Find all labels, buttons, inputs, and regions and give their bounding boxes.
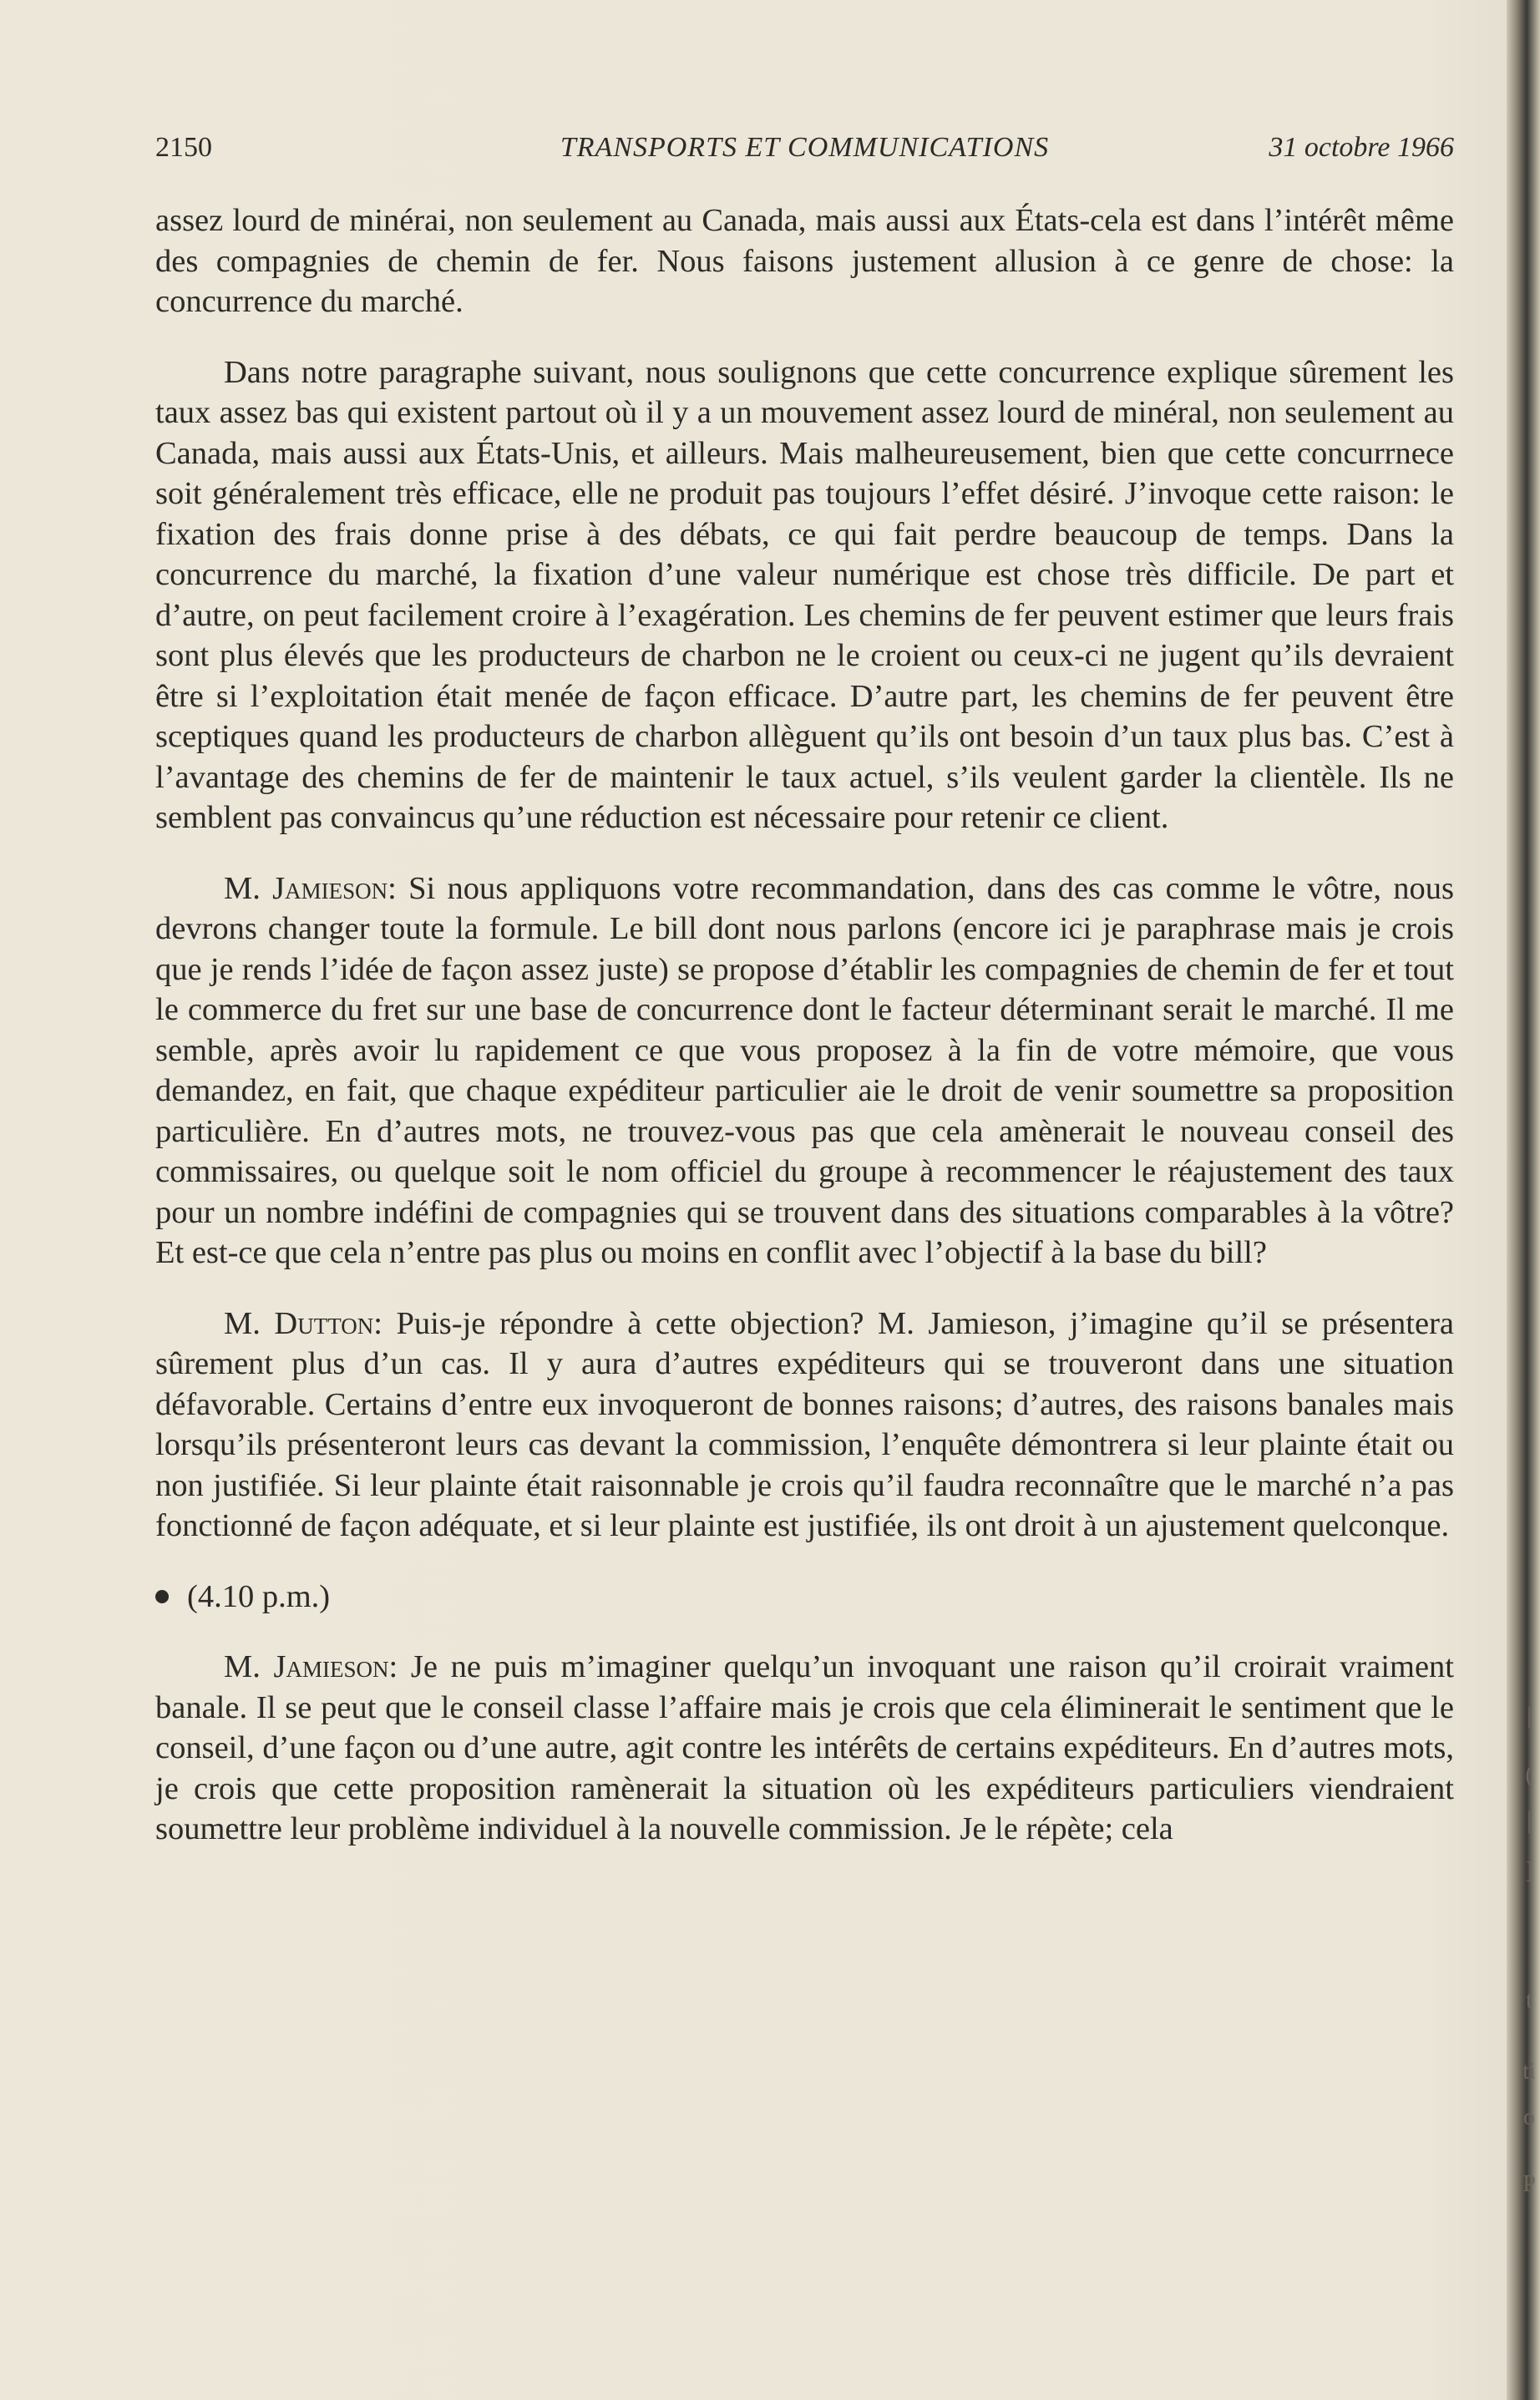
page-number: 2150 [155,132,212,163]
speech-text: Si nous appliquons votre recommandation, dans des cas comme le vôtre, nous devrons changer toute la formule. Le bill dont nous parlons (encore ici je paraphrase mais je crois que je rends l’idée de façon assez juste) se propose d’établir les compagnies de chemin de fer et tout le commerce du fret sur une base de concurrence dont le facteur déterminant serait le marché. Il me semble, après avoir lu rapidement ce que vous proposez à la fin de votre mémoire, que vous demandez, en fait, que chaque expéditeur particulier aie le droit de venir soumettre sa proposition particulière. En d’autres mots, ne trouvez-vous pas que cela amènerait le nouveau conseil des commissaires, ou quelque soit le nom officiel du groupe à recommencer le réajustement des taux pour un nombre indéfini de compagnies qui se trouvent dans des situations comparables à la vôtre? Et est-ce que cela n’entre pas plus ou moins en conflit avec l’objectif à la base du bill? [155,870,1454,1270]
speech-text: Puis-je répondre à cette objection? M. Jamieson, j’imagine qu’il se présentera sûrement plus d’un cas. Il y aura d’autres expéditeurs qui se trouveront dans une situation défavorable. Certains d’entre eux invoqueront de bonnes raisons; d’autres, des raisons banales mais lorsqu’ils présenteront leurs cas devant la commission, l’enquête démontrera si leur plainte était ou non justifiée. Si leur plainte était raisonnable je crois qu’il faudra reconnaître que le marché n’a pas fonctionné de façon adéquate, et si leur plainte est justifiée, ils ont droit à un ajustement quelconque. [155,1305,1455,1543]
paragraph-continuation: assez lourd de minérai, non seulement au Canada, mais aussi aux États-cela est dans l’intérêt même des compagnies de chemin de fer. Nous faisons justement allusion à ce genre de chose: la concurrence du marché. [155,203,1454,319]
header-title: TRANSPORTS ET COMMUNICATIONS [560,132,1050,163]
bleed-char: ti [1522,2058,1536,2084]
speech-jamieson [155,868,1454,1273]
speaker-name: M. Jamieson: [224,1649,398,1684]
time-marker [155,1577,1454,1618]
body-text [155,200,1454,1880]
bleed-char: P [1522,2171,1536,2197]
bleed-char: ] [1525,1858,1533,1884]
bleed-char: | [1527,1808,1532,1834]
paragraph: Dans notre paragraphe suivant, nous soulignons que cette concurrence explique sûrement les taux assez bas qui existent partout où il y a un mouvement assez lourd de minéral, non seulement au Canada, mais aussi aux États-Unis, et ailleurs. Mais malheureusement, bien que cette concurrnece soit généralement très efficace, elle ne produit pas toujours l’effet désiré. J’invoque cette raison: le fixation des frais donne prise à des débats, ce qui fait perdre beaucoup de temps. Dans la concurrence du marché, la fixation d’une valeur numérique est chose très difficile. De part et d’autre, on peut facilement croire à l’exagération. Les chemins de fer peuvent estimer que leurs frais sont plus élevés que les producteurs de charbon ne le croient ou ceux-ci ne jugent qu’ils devraient être si l’exploitation était menée de façon efficace. D’autre part, les chemins de fer peuvent être sceptiques quand les producteurs de charbon allèguent qu’ils ont besoin d’un taux plus bas. C’est à l’avantage des chemins de fer de maintenir le taux actuel, s’ils veulent garder la clientèle. Ils ne semblent pas convaincus qu’une réduction est nécessaire pour retenir ce client. [155,354,1454,835]
header-date: 31 octobre 1966 [1269,132,1454,163]
speech-jamieson-final [155,1647,1454,1850]
bleed-char: | [1527,1704,1532,1729]
bleed-char: o [1523,2104,1535,2130]
speaker-name: M. Dutton: [224,1305,382,1341]
speech-text: Je ne puis m’imaginer quelqu’un invoquant une raison qu’il croirait vraiment banale. Il se peut que le conseil classe l’affaire mais je crois que cela éliminerait le sentiment que le conseil, d’une façon ou d’une autre, agit contre les intérêts de certains expéditeurs. En d’autres mots, je crois que cette proposition ramènerait la situation où les expéditeurs particuliers viendraient soumettre leur problème individuel à la nouvelle commission. Je le répète; cela [155,1649,1455,1846]
bullet-icon [155,1590,169,1603]
bleed-char: t [1526,1987,1532,2013]
binding-gutter [1507,0,1540,2400]
time-text: (4.10 p.m.) [187,1578,331,1614]
running-header [155,132,1454,174]
bleed-char: ( [1525,1762,1533,1788]
speech-dutton [155,1304,1454,1547]
speaker-name: M. Jamieson: [224,870,397,906]
